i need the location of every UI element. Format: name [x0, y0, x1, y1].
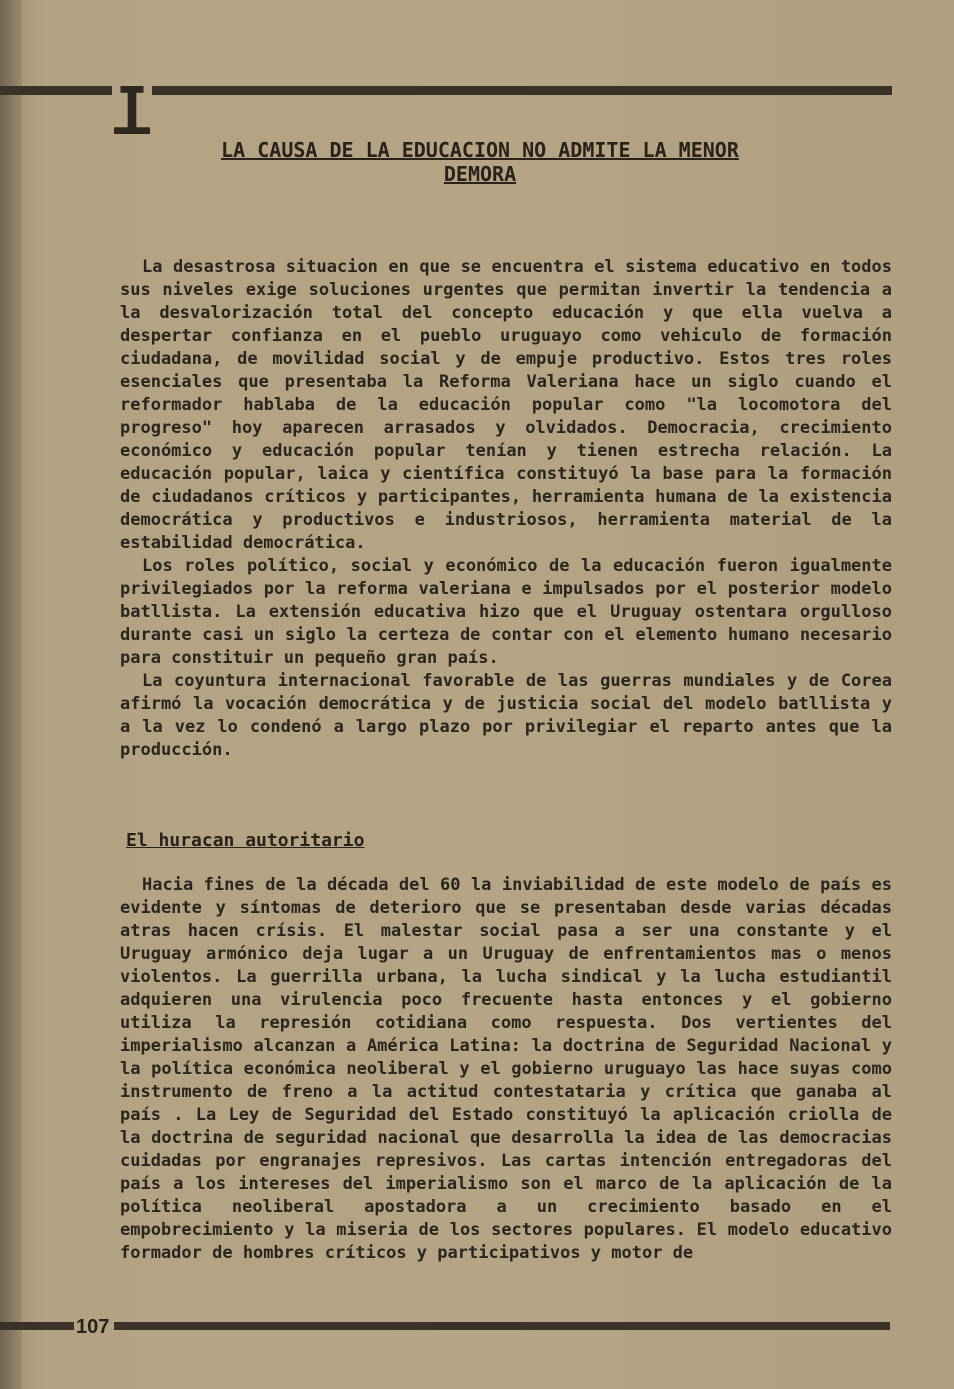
- paragraph: Los roles político, social y económico de la educación fueron igualmente privilegiados por la reforma valeriana e impulsados por el posterior modelo batllista. La extensión educativa hizo que el Uruguay ostentara orgulloso durante casi un siglo la certeza de contar con el elemento humano necesario para constituir un pequeño gran país.: [120, 556, 892, 668]
- footer-rule: [114, 1322, 890, 1330]
- page-title: LA CAUSA DE LA EDUCACION NO ADMITE LA MENOR DEMORA: [221, 138, 739, 186]
- paragraph: La desastrosa situacion en que se encuentra el sistema educativo en todos sus niveles exige soluciones urgentes que permitan invertir la tendencia a la desvalorización total del concepto educación y que ella vuelva a despertar confianza en el pueblo uruguayo como vehiculo de formación ciudadana, de movilidad social y de empuje productivo. Estos tres roles esenciales que presentaba la Reforma Valeriana hace un siglo cuando el reformador hablaba de la educación popular como "la locomotora del progreso" hoy aparecen arrasados y olvidados. Democracia, crecimiento económico y educación popular tenían y tienen estrecha relación. La educación popular, laica y científica constituyó la base para la formación de ciudadanos críticos y participantes, herramienta humana de la existencia democrática y productivos e industriosos, herramienta material de la estabilidad democrática.: [120, 257, 892, 553]
- page-number: 107: [76, 1316, 110, 1338]
- section-2-body: [120, 874, 892, 1265]
- section-2-heading: El huracan autoritario: [126, 830, 365, 851]
- paragraph: Hacia fines de la década del 60 la inviabilidad de este modelo de país es evidente y síntomas de deterioro que se presentaban desde varias décadas atras hacen crísis. El malestar social pasa a ser una constante y el Uruguay armónico deja lugar a un Uruguay de enfrentamientos mas o menos violentos. La guerrilla urbana, la lucha sindical y la lucha estudiantil adquieren una virulencia poco frecuente hasta entonces y el gobierno utiliza la represión cotidiana como respuesta. Dos vertientes del imperialismo alcanzan a América Latina: la doctrina de Seguridad Nacional y la política económica neoliberal y el gobierno uruguayo las hace suyas como instrumento de freno a la actitud contestataria y crítica que ganaba al país . La Ley de Seguridad del Estado constituyó la aplicación criolla de la doctrina de seguridad nacional que desarrolla la idea de las democracias cuidadas por engranajes represivos. Las cartas intención entregadoras del país a los intereses del imperialismo son el marco de la aplicación de la política neoliberal apostadora a un crecimiento basado en el empobrecimiento y la miseria de los sectores populares. El modelo educativo formador de hombres críticos y participativos y motor de: [120, 875, 892, 1263]
- footer-rule: [0, 1322, 74, 1330]
- paragraph: La coyuntura internacional favorable de las guerras mundiales y de Corea afirmó la vocación democrática y de justicia social del modelo batllista y a la vez lo condenó a largo plazo por privilegiar el reparto antes que la producción.: [120, 671, 892, 760]
- section-1-body: [120, 256, 892, 762]
- book-spine-shadow: [0, 0, 22, 1389]
